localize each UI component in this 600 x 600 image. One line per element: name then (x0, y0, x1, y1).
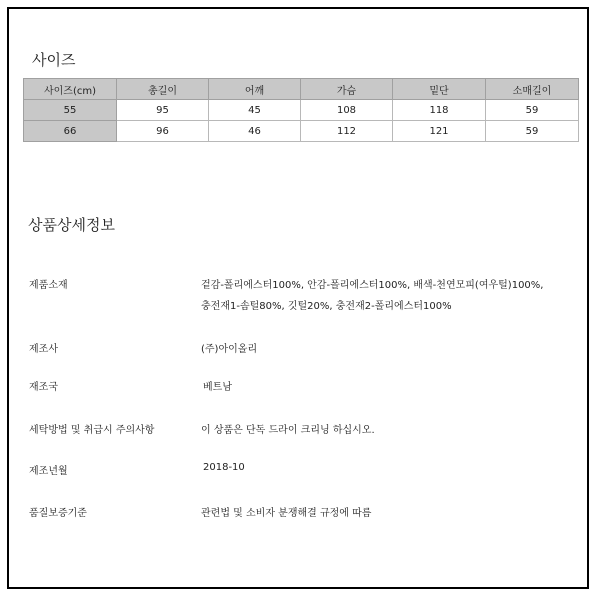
detail-value-material: 겉감-폴리에스터100%, 안감-폴리에스터100%, 배색-천연모피(여우털)100%, (201, 280, 544, 291)
header-shoulder: 어깨 (209, 79, 301, 100)
table-cell: 59 (486, 100, 579, 121)
detail-value-manufacturer: (주)아이올리 (201, 344, 258, 355)
detail-label-warranty: 품질보증기준 (29, 508, 87, 519)
table-cell: 45 (209, 100, 301, 121)
detail-value-material-line2: 충전재1-솜털80%, 깃털20%, 충전재2-폴리에스터100% (201, 301, 452, 312)
size-label-cell: 66 (24, 121, 117, 142)
table-cell: 108 (301, 100, 393, 121)
table-cell: 121 (393, 121, 486, 142)
header-size: 사이즈(cm) (24, 79, 117, 100)
table-cell: 46 (209, 121, 301, 142)
detail-label-country: 재조국 (29, 382, 58, 393)
header-chest: 가슴 (301, 79, 393, 100)
detail-label-manufacturer: 제조사 (29, 344, 58, 355)
table-cell: 118 (393, 100, 486, 121)
size-table (23, 78, 579, 142)
header-hem: 밑단 (393, 79, 486, 100)
detail-label-manufacture-date: 제조년월 (29, 466, 68, 477)
table-row (24, 100, 579, 121)
detail-value-care: 이 상품은 단독 드라이 크리닝 하십시오. (201, 425, 375, 436)
header-sleeve-length: 소매길이 (486, 79, 579, 100)
table-cell: 59 (486, 121, 579, 142)
detail-value-country: 베트남 (203, 382, 232, 393)
size-label-cell: 55 (24, 100, 117, 121)
table-row (24, 121, 579, 142)
detail-section-title: 상품상세정보 (28, 216, 115, 234)
size-section-title: 사이즈 (32, 51, 76, 69)
detail-label-material: 제품소재 (29, 280, 68, 291)
header-total-length: 총길이 (117, 79, 209, 100)
detail-value-warranty: 관련법 및 소비자 분쟁해결 규정에 따름 (201, 508, 372, 519)
table-cell: 95 (117, 100, 209, 121)
size-table-header (24, 79, 579, 100)
detail-label-care: 세탁방법 및 취급시 주의사항 (29, 425, 155, 436)
table-cell: 96 (117, 121, 209, 142)
table-cell: 112 (301, 121, 393, 142)
detail-value-manufacture-date: 2018-10 (203, 462, 245, 473)
